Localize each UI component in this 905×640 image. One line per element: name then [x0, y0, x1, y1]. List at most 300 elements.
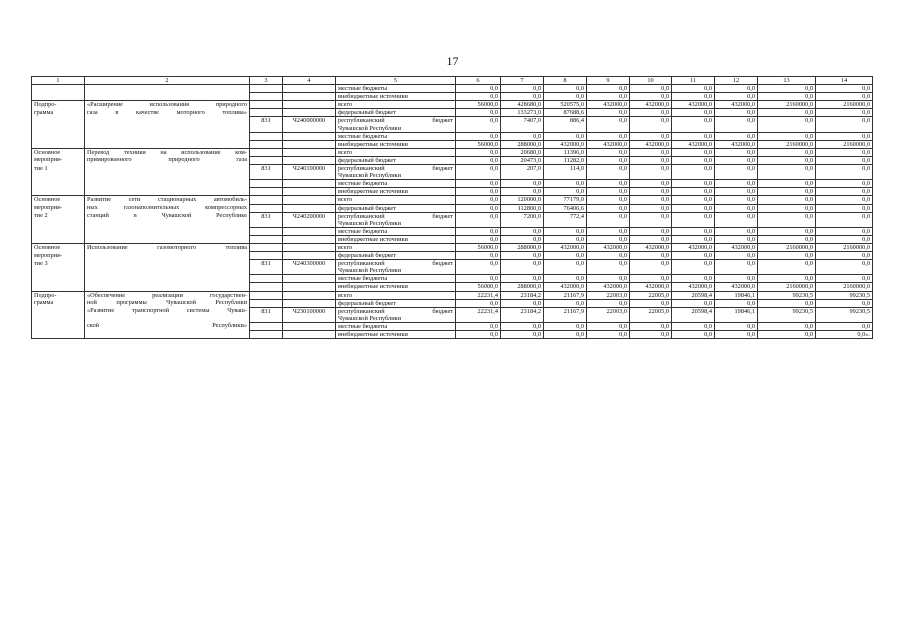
table-row — [32, 291, 873, 299]
value-cell: 0,0 — [715, 227, 758, 235]
table-row — [32, 117, 873, 132]
value-cell: 0,0 — [672, 227, 715, 235]
table-row — [32, 260, 873, 275]
budget-table — [31, 76, 873, 339]
value-cell: 2160000,0 — [758, 140, 816, 148]
value-cell: 2160000,0 — [816, 283, 873, 291]
value-cell: 0,0 — [672, 85, 715, 93]
value-cell: 0,0 — [715, 212, 758, 227]
value-cell: 0,0 — [544, 260, 587, 275]
value-cell: 0,0 — [587, 227, 630, 235]
value-cell: 11396,0 — [544, 148, 587, 156]
value-cell: 99230,5 — [758, 291, 816, 299]
program-name-cell: «Расширение использования природного — [85, 101, 250, 109]
value-cell: 0,0 — [456, 252, 501, 260]
value-cell: 0,0 — [544, 252, 587, 260]
program-type-cell — [32, 188, 85, 196]
ministry-code-cell — [250, 196, 283, 204]
value-cell: 0,0 — [630, 117, 672, 132]
value-cell: 7200,0 — [501, 212, 544, 227]
value-cell: 0,0 — [816, 322, 873, 330]
value-cell: 56000,0 — [456, 101, 501, 109]
value-cell: 0,0 — [672, 188, 715, 196]
funding-source-cell — [336, 212, 456, 227]
funding-source-label: Чувашской Республики — [338, 172, 401, 180]
value-cell: 0,0 — [715, 188, 758, 196]
target-code-cell — [283, 188, 336, 196]
value-cell: 0,0 — [630, 299, 672, 307]
funding-source-cell: местные бюджеты — [336, 275, 456, 283]
value-cell: 0,0 — [630, 275, 672, 283]
target-code-cell: Ч240100000 — [283, 165, 336, 180]
col-header: 3 — [250, 77, 283, 85]
value-cell: 0,0 — [587, 148, 630, 156]
ministry-code-cell — [250, 252, 283, 260]
value-cell: 0,0 — [501, 331, 544, 339]
ministry-code-cell: 831 — [250, 165, 283, 180]
value-cell: 2160000,0 — [816, 101, 873, 109]
value-cell: 0,0 — [587, 85, 630, 93]
funding-source-cell: местные бюджеты — [336, 85, 456, 93]
program-type-cell — [32, 140, 85, 148]
table-row — [32, 140, 873, 148]
funding-source-cell: всего — [336, 291, 456, 299]
program-type-cell — [32, 117, 85, 132]
value-cell: 0,0 — [816, 212, 873, 227]
program-type-cell: Подпро- — [32, 101, 85, 109]
value-cell: 0,0 — [544, 235, 587, 243]
table-row — [32, 243, 873, 251]
value-cell: 0,0 — [816, 85, 873, 93]
value-cell: 0,0 — [630, 196, 672, 204]
value-cell: 0,0 — [758, 322, 816, 330]
value-cell: 0,0 — [587, 93, 630, 101]
value-cell: 0,0 — [456, 109, 501, 117]
value-cell: 0,0 — [456, 331, 501, 339]
value-cell: 0,0 — [715, 93, 758, 101]
target-code-cell: Ч230100000 — [283, 307, 336, 322]
funding-source-cell: федеральный бюджет — [336, 252, 456, 260]
program-type-cell: грамма — [32, 299, 85, 307]
ministry-code-cell — [250, 93, 283, 101]
program-name-cell — [85, 93, 250, 101]
value-cell: 99230,5 — [816, 291, 873, 299]
value-cell: 0,0 — [630, 227, 672, 235]
value-cell: 0,0 — [630, 148, 672, 156]
value-cell: 21167,9 — [544, 291, 587, 299]
program-name-cell — [85, 188, 250, 196]
value-cell: 0,0 — [630, 235, 672, 243]
value-cell: 2160000,0 — [816, 140, 873, 148]
value-cell: 432000,0 — [672, 140, 715, 148]
target-code-cell — [283, 180, 336, 188]
value-cell: 0,0 — [630, 165, 672, 180]
program-name-cell: ской Республики» — [85, 322, 250, 330]
target-code-cell — [283, 243, 336, 251]
value-cell: 0,0 — [758, 212, 816, 227]
value-cell: 0,0 — [544, 275, 587, 283]
value-cell: 0,0 — [630, 252, 672, 260]
col-header: 12 — [715, 77, 758, 85]
value-cell: 0,0 — [758, 331, 816, 339]
program-name-cell — [85, 117, 250, 132]
program-name-cell — [85, 132, 250, 140]
target-code-cell — [283, 227, 336, 235]
value-cell: 99230,5 — [816, 307, 873, 322]
table-row — [32, 132, 873, 140]
value-cell: 0,0 — [816, 260, 873, 275]
value-cell: 0,0 — [630, 322, 672, 330]
funding-source-cell: внебюджетные источники — [336, 331, 456, 339]
target-code-cell — [283, 331, 336, 339]
value-cell: 77179,0 — [544, 196, 587, 204]
program-name-cell: Использование газомоторного топлива — [85, 243, 250, 251]
ministry-code-cell — [250, 148, 283, 156]
program-type-cell: Основное — [32, 148, 85, 156]
value-cell: 0,0 — [630, 156, 672, 164]
page-number: 17 — [446, 54, 459, 68]
funding-source-cell: всего — [336, 148, 456, 156]
target-code-cell — [283, 235, 336, 243]
program-name-cell — [85, 283, 250, 291]
value-cell: 432000,0 — [715, 101, 758, 109]
value-cell: 0,0 — [587, 260, 630, 275]
value-cell: 0,0 — [587, 299, 630, 307]
value-cell: 207,0 — [501, 165, 544, 180]
program-type-cell: Подпро- — [32, 291, 85, 299]
table-row — [32, 283, 873, 291]
value-cell: 0,0 — [758, 235, 816, 243]
value-cell: 432000,0 — [672, 283, 715, 291]
program-name-cell — [85, 331, 250, 339]
value-cell: 432000,0 — [630, 101, 672, 109]
ministry-code-cell — [250, 180, 283, 188]
program-type-cell: мероприя- — [32, 252, 85, 260]
target-code-cell — [283, 109, 336, 117]
value-cell: 432000,0 — [587, 243, 630, 251]
program-name-cell: ной программы Чувашской Республики — [85, 299, 250, 307]
table-row — [32, 93, 873, 101]
target-code-cell — [283, 283, 336, 291]
col-header: 11 — [672, 77, 715, 85]
program-name-cell: примированного природного газа — [85, 156, 250, 164]
value-cell: 0,0 — [758, 180, 816, 188]
value-cell: 432000,0 — [587, 283, 630, 291]
funding-source-label: бюджет — [432, 307, 453, 315]
program-type-cell: мероприя- — [32, 156, 85, 164]
value-cell: 0,0 — [456, 180, 501, 188]
value-cell: 0,0 — [715, 180, 758, 188]
funding-source-label: Чувашской Республики — [338, 219, 401, 227]
value-cell: 0,0 — [672, 212, 715, 227]
table-row — [32, 156, 873, 164]
funding-source-label: Чувашской Республики — [338, 124, 401, 132]
value-cell: 0,0 — [587, 212, 630, 227]
value-cell: 0,0 — [630, 188, 672, 196]
value-cell: 0,0 — [456, 85, 501, 93]
value-cell: 76406,6 — [544, 204, 587, 212]
funding-source-cell — [336, 117, 456, 132]
funding-source-cell: внебюджетные источники — [336, 283, 456, 291]
value-cell: 428680,0 — [501, 101, 544, 109]
target-code-cell: Ч240000000 — [283, 117, 336, 132]
funding-source-label: бюджет — [432, 260, 453, 268]
ministry-code-cell — [250, 204, 283, 212]
ministry-code-cell — [250, 322, 283, 330]
value-cell: 0,0 — [715, 117, 758, 132]
program-type-cell — [32, 275, 85, 283]
value-cell: 0,0 — [456, 165, 501, 180]
value-cell: 2160000,0 — [758, 101, 816, 109]
table-row — [32, 331, 873, 339]
value-cell: 0,0 — [816, 196, 873, 204]
value-cell: 0,0 — [456, 196, 501, 204]
value-cell: 0,0 — [758, 299, 816, 307]
target-code-cell — [283, 196, 336, 204]
value-cell: 0,0 — [456, 260, 501, 275]
value-cell: 432000,0 — [715, 243, 758, 251]
value-cell: 0,0 — [501, 132, 544, 140]
table-row — [32, 252, 873, 260]
program-type-cell: грамма — [32, 109, 85, 117]
ministry-code-cell — [250, 85, 283, 93]
funding-source-cell: федеральный бюджет — [336, 204, 456, 212]
value-cell: 0,0 — [587, 252, 630, 260]
table-row — [32, 148, 873, 156]
program-type-cell — [32, 331, 85, 339]
value-cell: 0,0 — [456, 188, 501, 196]
value-cell: 0,0 — [630, 180, 672, 188]
value-cell: 432000,0 — [544, 283, 587, 291]
ministry-code-cell — [250, 243, 283, 251]
value-cell: 0,0 — [758, 227, 816, 235]
program-type-cell — [32, 322, 85, 330]
value-cell: 0,0 — [501, 93, 544, 101]
value-cell: 0,0 — [672, 165, 715, 180]
col-header: 6 — [456, 77, 501, 85]
value-cell: 0,0 — [816, 148, 873, 156]
program-type-cell — [32, 283, 85, 291]
target-code-cell: Ч240300000 — [283, 260, 336, 275]
ministry-code-cell — [250, 275, 283, 283]
value-cell: 0,0 — [816, 299, 873, 307]
funding-source-cell — [336, 260, 456, 275]
funding-source-cell: федеральный бюджет — [336, 109, 456, 117]
program-type-cell — [32, 235, 85, 243]
table-row — [32, 307, 873, 322]
value-cell: 0,0 — [758, 132, 816, 140]
target-code-cell — [283, 156, 336, 164]
table-row — [32, 165, 873, 180]
ministry-code-cell: 831 — [250, 260, 283, 275]
value-cell: 0,0 — [758, 85, 816, 93]
value-cell: 432000,0 — [544, 243, 587, 251]
value-cell: 0,0 — [715, 165, 758, 180]
target-code-cell — [283, 93, 336, 101]
value-cell: 288000,0 — [501, 283, 544, 291]
program-name-cell — [85, 275, 250, 283]
funding-source-label: республиканский — [338, 260, 385, 268]
value-cell: 0,0 — [587, 196, 630, 204]
value-cell: 2160000,0 — [816, 243, 873, 251]
value-cell: 0,0 — [544, 132, 587, 140]
value-cell: 0,0 — [816, 93, 873, 101]
value-cell: 0,0 — [544, 180, 587, 188]
program-name-cell — [85, 252, 250, 260]
value-cell: 0,0 — [816, 132, 873, 140]
program-name-cell: Перевод техники на использование ком- — [85, 148, 250, 156]
table-row — [32, 235, 873, 243]
program-name-cell: станций в Чувашской Республике — [85, 212, 250, 227]
value-cell: 0,0 — [816, 117, 873, 132]
value-cell: 133273,0 — [501, 109, 544, 117]
ministry-code-cell — [250, 227, 283, 235]
program-name-cell — [85, 140, 250, 148]
value-cell: 0,0 — [501, 275, 544, 283]
value-cell: 0,0 — [672, 180, 715, 188]
funding-source-cell: всего — [336, 101, 456, 109]
target-code-cell — [283, 252, 336, 260]
value-cell: 0,0 — [501, 227, 544, 235]
funding-source-label: бюджет — [432, 165, 453, 173]
program-type-cell — [32, 227, 85, 235]
value-cell: 0,0 — [544, 227, 587, 235]
value-cell: 0,0 — [544, 331, 587, 339]
ministry-code-cell: 831 — [250, 212, 283, 227]
value-cell: 0,0 — [758, 204, 816, 212]
target-code-cell — [283, 148, 336, 156]
program-type-cell — [32, 85, 85, 93]
value-cell: 22003,0 — [587, 291, 630, 299]
value-cell: 0,0 — [501, 188, 544, 196]
value-cell: 0,0 — [544, 299, 587, 307]
value-cell: 0,0 — [672, 117, 715, 132]
value-cell: 0,0 — [758, 93, 816, 101]
col-header: 9 — [587, 77, 630, 85]
ministry-code-cell — [250, 331, 283, 339]
value-cell: 0,0 — [456, 235, 501, 243]
col-header: 10 — [630, 77, 672, 85]
table-row — [32, 180, 873, 188]
funding-source-cell: местные бюджеты — [336, 180, 456, 188]
funding-source-cell — [336, 165, 456, 180]
value-cell: 11282,0 — [544, 156, 587, 164]
funding-source-cell: всего — [336, 196, 456, 204]
value-cell: 0,0 — [758, 156, 816, 164]
program-name-cell: ных газонаполнительных компрессорных — [85, 204, 250, 212]
value-cell: 0,0 — [587, 204, 630, 212]
value-cell: 22005,0 — [630, 291, 672, 299]
value-cell: 0,0 — [816, 109, 873, 117]
funding-source-label: республиканский — [338, 307, 385, 315]
value-cell: 0,0 — [715, 109, 758, 117]
value-cell: 2160000,0 — [758, 243, 816, 251]
value-cell: 0,0 — [672, 93, 715, 101]
value-cell: 0,0 — [456, 148, 501, 156]
value-cell: 0,0 — [456, 212, 501, 227]
value-cell: 0,0 — [672, 275, 715, 283]
program-name-cell — [85, 165, 250, 180]
program-name-cell — [85, 235, 250, 243]
ministry-code-cell — [250, 140, 283, 148]
value-cell: 0,0 — [672, 204, 715, 212]
value-cell: 0,0 — [672, 260, 715, 275]
col-header: 2 — [85, 77, 250, 85]
value-cell: 0,0 — [456, 322, 501, 330]
target-code-cell — [283, 299, 336, 307]
value-cell: 432000,0 — [544, 140, 587, 148]
program-type-cell — [32, 180, 85, 188]
value-cell: 20680,0 — [501, 148, 544, 156]
value-cell: 0,0 — [758, 148, 816, 156]
value-cell: 0,0 — [544, 188, 587, 196]
value-cell: 120000,0 — [501, 196, 544, 204]
value-cell: 0,0 — [672, 132, 715, 140]
value-cell: 0,0 — [501, 299, 544, 307]
funding-source-cell: внебюджетные источники — [336, 188, 456, 196]
target-code-cell — [283, 322, 336, 330]
program-name-cell — [85, 260, 250, 275]
target-code-cell — [283, 291, 336, 299]
value-cell: 0,0 — [501, 322, 544, 330]
col-header: 5 — [336, 77, 456, 85]
program-name-cell: Развитие сети стационарных автомобиль- — [85, 196, 250, 204]
value-cell: 0,0 — [672, 109, 715, 117]
value-cell: 432000,0 — [630, 283, 672, 291]
value-cell: 19846,1 — [715, 291, 758, 299]
program-type-cell: тие 3 — [32, 260, 85, 275]
value-cell: 0,0 — [544, 93, 587, 101]
value-cell: 0,0 — [630, 260, 672, 275]
funding-source-cell: внебюджетные источники — [336, 140, 456, 148]
value-cell: 0,0 — [544, 322, 587, 330]
ministry-code-cell — [250, 299, 283, 307]
table-row — [32, 299, 873, 307]
ministry-code-cell: 831 — [250, 307, 283, 322]
program-name-cell — [85, 180, 250, 188]
value-cell: 0,0 — [672, 299, 715, 307]
value-cell: 0,0 — [630, 212, 672, 227]
value-cell: 0,0 — [758, 260, 816, 275]
value-cell: 0,0 — [715, 156, 758, 164]
value-cell: 432000,0 — [715, 140, 758, 148]
program-type-cell — [32, 132, 85, 140]
col-header: 4 — [283, 77, 336, 85]
value-cell: 0,0 — [587, 156, 630, 164]
table-row — [32, 101, 873, 109]
value-cell: 772,4 — [544, 212, 587, 227]
ministry-code-cell — [250, 283, 283, 291]
value-cell: 0,0 — [758, 275, 816, 283]
value-cell: 0,0 — [587, 180, 630, 188]
value-cell: 23184,2 — [501, 291, 544, 299]
value-cell: 0,0 — [715, 322, 758, 330]
value-cell: 0,0 — [758, 196, 816, 204]
ministry-code-cell — [250, 235, 283, 243]
program-type-cell: тие 1 — [32, 165, 85, 180]
value-cell: 56000,0 — [456, 243, 501, 251]
ministry-code-cell — [250, 156, 283, 164]
value-cell: 432000,0 — [630, 140, 672, 148]
table-row — [32, 212, 873, 227]
value-cell: 0,0 — [672, 148, 715, 156]
program-type-cell: Основное — [32, 196, 85, 204]
value-cell: 0,0 — [715, 85, 758, 93]
value-cell: 22231,4 — [456, 291, 501, 299]
funding-source-cell: внебюджетные источники — [336, 93, 456, 101]
value-cell: 0,0 — [544, 85, 587, 93]
target-code-cell — [283, 85, 336, 93]
